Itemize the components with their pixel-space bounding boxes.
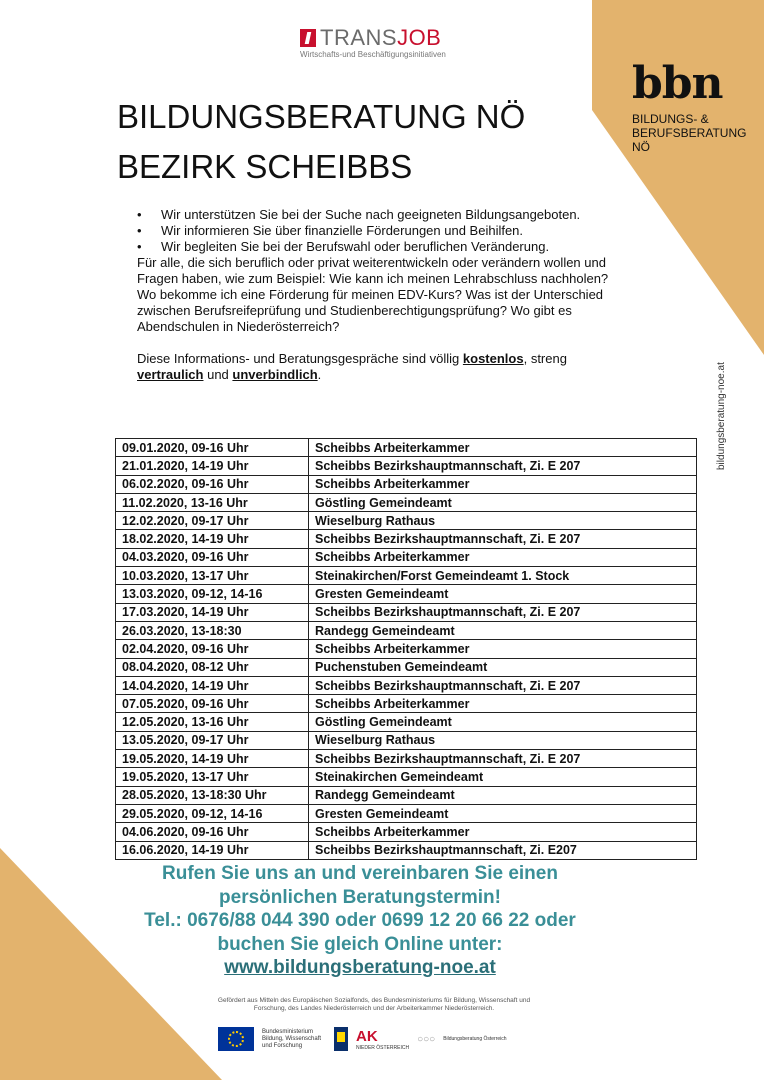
ak-logo: AK (356, 1027, 378, 1045)
schedule-date: 19.05.2020, 13-17 Uhr (116, 768, 309, 786)
schedule-location: Scheibbs Arbeiterkammer (309, 439, 697, 457)
table-row (116, 567, 697, 585)
cta-line-1: Rufen Sie uns an und vereinbaren Sie einen (162, 863, 558, 884)
table-row (116, 823, 697, 841)
schedule-date: 19.05.2020, 14-19 Uhr (116, 750, 309, 768)
table-row (116, 439, 697, 457)
noe-coat-of-arms-icon (334, 1027, 348, 1051)
table-row (116, 640, 697, 658)
schedule-date: 28.05.2020, 13-18:30 Uhr (116, 786, 309, 804)
bbn-line-2: BERUFSBERATUNG (632, 126, 747, 140)
top-right-accent-shape (592, 0, 764, 355)
schedule-date: 11.02.2020, 13-16 Uhr (116, 493, 309, 511)
table-row (116, 658, 697, 676)
schedule-location: Scheibbs Arbeiterkammer (309, 548, 697, 566)
website-link[interactable]: www.bildungsberatung-noe.at (224, 957, 496, 978)
funding-note: Gefördert aus Mitteln des Europäischen Sozialfonds, des Bundesministeriums für Bildung, Wissenschaft und Forschung, des Landes Niederösterreich und der Arbeiterkammer Niederösterreich. (217, 997, 531, 1012)
bildungsberatung-oesterreich-logo: Bildungsberatung Österreich (443, 1036, 507, 1042)
schedule-table (115, 438, 697, 860)
transjob-mark-icon (300, 29, 316, 47)
schedule-location: Gresten Gemeindeamt (309, 585, 697, 603)
schedule-location: Scheibbs Bezirkshauptmannschaft, Zi. E 207 (309, 676, 697, 694)
ak-logo-subtext: NIEDER ÖSTERREICH (356, 1044, 410, 1051)
schedule-location: Göstling Gemeindeamt (309, 493, 697, 511)
unverbindlich-emphasis: unverbindlich (232, 367, 318, 382)
service-bullet-list (137, 207, 617, 255)
schedule-location: Scheibbs Bezirkshauptmannschaft, Zi. E207 (309, 841, 697, 859)
vertraulich-emphasis: vertraulich (137, 367, 204, 382)
schedule-location: Wieselburg Rathaus (309, 731, 697, 749)
bullet-item: • Wir begleiten Sie bei der Berufswahl oder beruflichen Veränderung. (137, 239, 617, 255)
schedule-date: 13.05.2020, 09-17 Uhr (116, 731, 309, 749)
schedule-date: 04.06.2020, 09-16 Uhr (116, 823, 309, 841)
schedule-location: Scheibbs Bezirkshauptmannschaft, Zi. E 207 (309, 750, 697, 768)
bbn-line-1: BILDUNGS- & (632, 112, 709, 126)
title-line-1: BILDUNGSBERATUNG NÖ (117, 98, 526, 135)
table-row (116, 585, 697, 603)
schedule-date: 07.05.2020, 09-16 Uhr (116, 695, 309, 713)
schedule-location: Randegg Gemeindeamt (309, 786, 697, 804)
schedule-date: 10.03.2020, 13-17 Uhr (116, 567, 309, 585)
bbn-logo (632, 58, 747, 154)
schedule-date: 16.06.2020, 14-19 Uhr (116, 841, 309, 859)
schedule-date: 08.04.2020, 08-12 Uhr (116, 658, 309, 676)
table-row (116, 750, 697, 768)
schedule-location: Gresten Gemeindeamt (309, 804, 697, 822)
schedule-location: Scheibbs Arbeiterkammer (309, 475, 697, 493)
schedule-location: Puchenstuben Gemeindeamt (309, 658, 697, 676)
table-row (116, 457, 697, 475)
schedule-location: Steinakirchen/Forst Gemeindeamt 1. Stock (309, 567, 697, 585)
bbn-wordmark: bbn (632, 58, 723, 109)
intro-paragraph: Für alle, die sich beruflich oder privat weiterentwickeln oder verändern wollen und Fragen haben, wie zum Beispiel: Wie kann ich meinen Lehrabschluss nachholen? Wo bekomme ich eine Förderung für meinen EDV-Kurs? Was ist der Unterschied zwischen Berufsreifeprüfung und Studienberechtigungsprüfung? Wo gibt es Abendschulen in Niederösterreich? (137, 255, 609, 334)
schedule-date: 21.01.2020, 14-19 Uhr (116, 457, 309, 475)
call-to-action (110, 862, 610, 980)
table-row (116, 676, 697, 694)
schedule-date: 12.02.2020, 09-17 Uhr (116, 512, 309, 530)
table-row (116, 713, 697, 731)
schedule-location: Scheibbs Arbeiterkammer (309, 640, 697, 658)
intro-section (137, 207, 617, 383)
schedule-date: 09.01.2020, 09-16 Uhr (116, 439, 309, 457)
transjob-name-part1: TRANS (320, 25, 398, 50)
schedule-date: 02.04.2020, 09-16 Uhr (116, 640, 309, 658)
eu-flag-icon (218, 1027, 254, 1051)
schedule-date: 12.05.2020, 13-16 Uhr (116, 713, 309, 731)
table-row (116, 475, 697, 493)
cta-line-2: persönlichen Beratungstermin! (219, 886, 501, 908)
bullet-item: • Wir unterstützen Sie bei der Suche nach geeigneten Bildungsangeboten. (137, 207, 617, 223)
cta-phone-line: Tel.: 0676/88 044 390 oder 0699 12 20 66 22 oder (144, 910, 576, 931)
schedule-location: Göstling Gemeindeamt (309, 713, 697, 731)
vertical-website-url: bildungsberatung-noe.at (716, 362, 727, 470)
title-line-2: BEZIRK SCHEIBBS (117, 148, 413, 185)
sponsor-logos (218, 1022, 518, 1056)
cta-line-4: buchen Sie gleich Online unter: (217, 933, 503, 955)
schedule-location: Randegg Gemeindeamt (309, 621, 697, 639)
schedule-date: 13.03.2020, 09-12, 14-16 (116, 585, 309, 603)
table-row (116, 731, 697, 749)
table-row (116, 621, 697, 639)
schedule-date: 18.02.2020, 14-19 Uhr (116, 530, 309, 548)
bbn-rings-icon: ○○○ (417, 1033, 436, 1045)
transjob-name-part2: JOB (397, 25, 442, 50)
info-statement: Diese Informations- und Beratungsgespräche sind völlig kostenlos, streng vertraulich und unverbindlich. (137, 351, 567, 382)
bbn-line-3: NÖ (632, 140, 650, 154)
kostenlos-emphasis: kostenlos (462, 351, 524, 366)
schedule-location: Steinakirchen Gemeindeamt (309, 768, 697, 786)
schedule-location: Scheibbs Arbeiterkammer (309, 823, 697, 841)
schedule-date: 17.03.2020, 14-19 Uhr (116, 603, 309, 621)
transjob-logo (300, 25, 480, 59)
schedule-location: Scheibbs Arbeiterkammer (309, 695, 697, 713)
transjob-subtitle: Wirtschafts-und Beschäftigungsinitiativen (300, 50, 446, 59)
schedule-location: Scheibbs Bezirkshauptmannschaft, Zi. E 207 (309, 530, 697, 548)
table-row (116, 786, 697, 804)
table-row (116, 548, 697, 566)
table-row (116, 512, 697, 530)
bullet-item: • Wir informieren Sie über finanzielle Förderungen und Beihilfen. (137, 223, 617, 239)
schedule-location: Wieselburg Rathaus (309, 512, 697, 530)
table-row (116, 695, 697, 713)
schedule-location: Scheibbs Bezirkshauptmannschaft, Zi. E 207 (309, 603, 697, 621)
table-row (116, 530, 697, 548)
schedule-location: Scheibbs Bezirkshauptmannschaft, Zi. E 207 (309, 457, 697, 475)
schedule-date: 06.02.2020, 09-16 Uhr (116, 475, 309, 493)
schedule-date: 14.04.2020, 14-19 Uhr (116, 676, 309, 694)
table-row (116, 493, 697, 511)
table-row (116, 841, 697, 859)
ministry-logo-text: Bundesministerium Bildung, Wissenschaft und Forschung (262, 1028, 322, 1049)
schedule-date: 26.03.2020, 13-18:30 (116, 621, 309, 639)
schedule-date: 29.05.2020, 09-12, 14-16 (116, 804, 309, 822)
table-row (116, 768, 697, 786)
schedule-date: 04.03.2020, 09-16 Uhr (116, 548, 309, 566)
table-row (116, 603, 697, 621)
table-row (116, 804, 697, 822)
page-title (117, 92, 525, 192)
